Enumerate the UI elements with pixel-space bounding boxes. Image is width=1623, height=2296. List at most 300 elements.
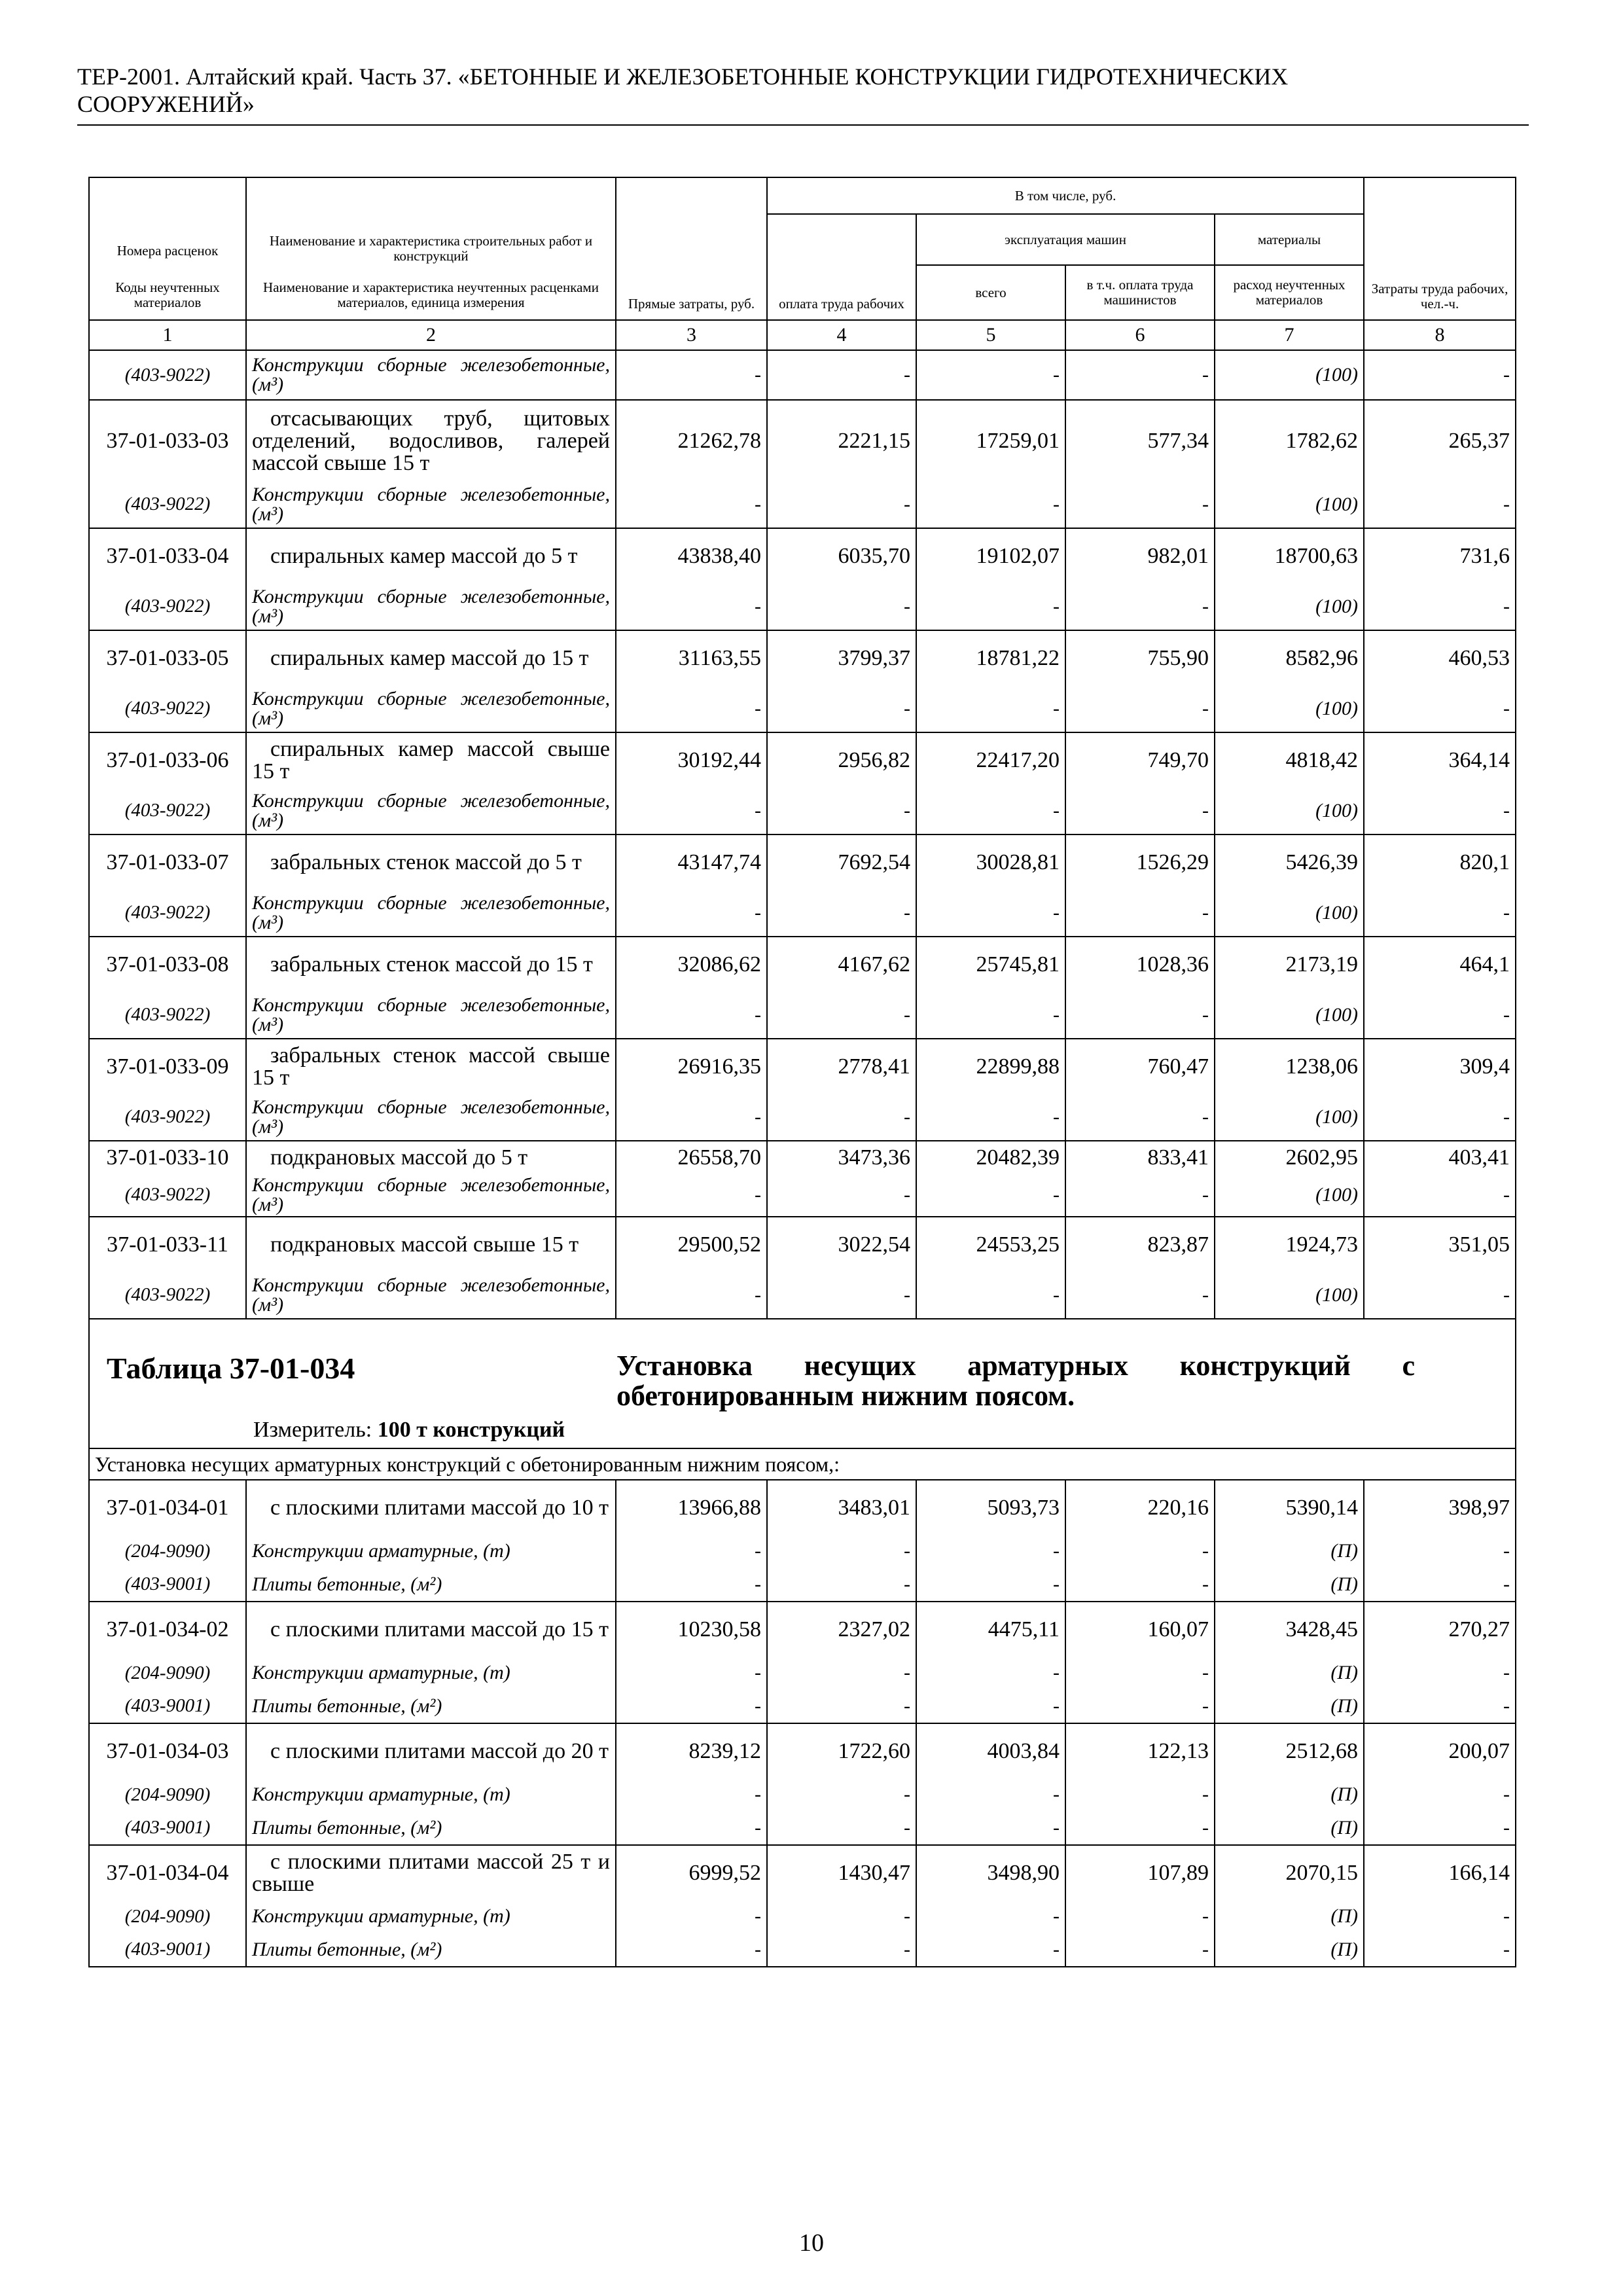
material-code: (403-9022): [89, 1272, 246, 1319]
material-value-cell: -: [916, 1568, 1065, 1602]
material-value-cell: -: [1065, 992, 1215, 1039]
material-row: [89, 787, 1516, 834]
material-name: Конструкции сборные железобетонные, (м³): [246, 685, 616, 732]
material-value-cell: (П): [1215, 1535, 1364, 1568]
value-cell: 4167,62: [767, 937, 916, 992]
material-value-cell: -: [1364, 1535, 1516, 1568]
material-value-cell: -: [1065, 1094, 1215, 1141]
material-value-cell: -: [1065, 1933, 1215, 1967]
value-cell: 6035,70: [767, 528, 916, 583]
rate-name: спиральных камер массой свыше 15 т: [246, 732, 616, 787]
material-name: Конструкции сборные железобетонные, (м³): [246, 583, 616, 630]
material-code: (204-9090): [89, 1900, 246, 1933]
material-value-cell: (П): [1215, 1933, 1364, 1967]
value-cell: 2173,19: [1215, 937, 1364, 992]
value-cell: 2512,68: [1215, 1723, 1364, 1778]
page-number: 10: [799, 2229, 824, 2257]
material-value-cell: -: [616, 1657, 767, 1689]
value-cell: 1238,06: [1215, 1039, 1364, 1094]
material-value-cell: -: [916, 1689, 1065, 1723]
value-cell: 577,34: [1065, 400, 1215, 481]
material-value-cell: -: [1364, 1657, 1516, 1689]
material-value-cell: -: [916, 1272, 1065, 1319]
material-value-cell: (П): [1215, 1900, 1364, 1933]
value-cell: 5390,14: [1215, 1480, 1364, 1535]
material-value-cell: -: [767, 889, 916, 937]
value-cell: 26916,35: [616, 1039, 767, 1094]
value-cell: 351,05: [1364, 1217, 1516, 1272]
value-cell: 820,1: [1364, 834, 1516, 889]
material-value-cell: (100): [1215, 350, 1364, 400]
material-name: Конструкции арматурные, (т): [246, 1900, 616, 1933]
material-code: (403-9022): [89, 787, 246, 834]
value-cell: 8239,12: [616, 1723, 767, 1778]
material-value-cell: -: [1364, 889, 1516, 937]
material-row: [89, 1535, 1516, 1568]
material-value-cell: -: [916, 1900, 1065, 1933]
material-value-cell: (100): [1215, 787, 1364, 834]
material-code: (403-9022): [89, 992, 246, 1039]
value-cell: 1782,62: [1215, 400, 1364, 481]
material-value-cell: -: [1065, 1778, 1215, 1811]
material-value-cell: -: [916, 481, 1065, 528]
value-cell: 19102,07: [916, 528, 1065, 583]
material-code: (403-9022): [89, 1094, 246, 1141]
rate-code: 37-01-034-04: [89, 1845, 246, 1900]
material-value-cell: -: [767, 1811, 916, 1845]
value-cell: 2956,82: [767, 732, 916, 787]
material-row: [89, 889, 1516, 937]
value-cell: 731,6: [1364, 528, 1516, 583]
material-value-cell: -: [616, 992, 767, 1039]
value-cell: 749,70: [1065, 732, 1215, 787]
material-code: (403-9022): [89, 481, 246, 528]
header-machines: эксплуатация машин: [916, 214, 1215, 265]
column-number: 7: [1215, 320, 1364, 350]
material-value-cell: -: [1364, 1272, 1516, 1319]
value-cell: 220,16: [1065, 1480, 1215, 1535]
material-value-cell: -: [916, 889, 1065, 937]
document-header: [77, 63, 1529, 118]
material-value-cell: -: [616, 583, 767, 630]
material-value-cell: -: [916, 350, 1065, 400]
value-cell: 32086,62: [616, 937, 767, 992]
material-value-cell: (100): [1215, 1174, 1364, 1217]
material-value-cell: -: [916, 685, 1065, 732]
table-body: [89, 350, 1516, 1967]
material-row: [89, 1657, 1516, 1689]
table-code: Таблица 37-01-034: [107, 1352, 355, 1385]
material-row: [89, 1689, 1516, 1723]
value-cell: 5093,73: [916, 1480, 1065, 1535]
rate-code: 37-01-033-09: [89, 1039, 246, 1094]
rate-code: 37-01-033-05: [89, 630, 246, 685]
material-value-cell: -: [916, 787, 1065, 834]
table-unit: [253, 1418, 565, 1443]
material-value-cell: -: [616, 1900, 767, 1933]
table-title: Установка несущих арматурных конструкций с обетонированным нижним поясом.: [616, 1350, 1415, 1412]
value-cell: 18781,22: [916, 630, 1065, 685]
material-name: Плиты бетонные, (м²): [246, 1568, 616, 1602]
material-value-cell: -: [1364, 992, 1516, 1039]
material-value-cell: -: [1065, 1900, 1215, 1933]
column-numbers-row: [89, 320, 1516, 350]
material-value-cell: -: [616, 350, 767, 400]
value-cell: 18700,63: [1215, 528, 1364, 583]
column-number: 6: [1065, 320, 1215, 350]
unit-value: 100 т конструкций: [377, 1418, 565, 1442]
material-value-cell: -: [1364, 1778, 1516, 1811]
rate-name: отсасывающих труб, щитовых отделений, водосливов, галерей массой свыше 15 т: [246, 400, 616, 481]
material-code: (204-9090): [89, 1657, 246, 1689]
value-cell: 1430,47: [767, 1845, 916, 1900]
header-rule: [77, 124, 1529, 126]
material-name: Конструкции сборные железобетонные, (м³): [246, 481, 616, 528]
material-value-cell: (П): [1215, 1689, 1364, 1723]
rate-code: 37-01-033-07: [89, 834, 246, 889]
value-cell: 403,41: [1364, 1141, 1516, 1174]
material-value-cell: (П): [1215, 1811, 1364, 1845]
material-row: [89, 350, 1516, 400]
material-value-cell: -: [767, 481, 916, 528]
material-value-cell: -: [767, 1094, 916, 1141]
value-cell: 464,1: [1364, 937, 1516, 992]
value-cell: 122,13: [1065, 1723, 1215, 1778]
value-cell: 364,14: [1364, 732, 1516, 787]
material-value-cell: -: [616, 1811, 767, 1845]
value-cell: 460,53: [1364, 630, 1516, 685]
rate-row: [89, 732, 1516, 787]
value-cell: 1028,36: [1065, 937, 1215, 992]
value-cell: 166,14: [1364, 1845, 1516, 1900]
material-value-cell: -: [616, 1568, 767, 1602]
material-name: Плиты бетонные, (м²): [246, 1811, 616, 1845]
material-value-cell: -: [616, 1933, 767, 1967]
material-value-cell: -: [916, 1811, 1065, 1845]
material-row: [89, 1811, 1516, 1845]
material-value-cell: (100): [1215, 583, 1364, 630]
value-cell: 2602,95: [1215, 1141, 1364, 1174]
material-value-cell: -: [916, 583, 1065, 630]
material-value-cell: -: [616, 685, 767, 732]
material-row: [89, 1094, 1516, 1141]
value-cell: 270,27: [1364, 1602, 1516, 1657]
header-machines-total: всего: [916, 265, 1065, 320]
material-value-cell: -: [1065, 1174, 1215, 1217]
header-direct-costs: Прямые затраты, руб.: [616, 177, 767, 320]
material-value-cell: -: [616, 1689, 767, 1723]
material-name: Конструкции сборные железобетонные, (м³): [246, 787, 616, 834]
value-cell: 200,07: [1364, 1723, 1516, 1778]
material-value-cell: -: [767, 1933, 916, 1967]
material-value-cell: -: [1364, 685, 1516, 732]
material-value-cell: -: [767, 1568, 916, 1602]
material-value-cell: -: [916, 1094, 1065, 1141]
header-labor-costs: Затраты труда рабочих, чел.-ч.: [1364, 177, 1516, 320]
value-cell: 3799,37: [767, 630, 916, 685]
material-value-cell: -: [1065, 481, 1215, 528]
value-cell: 823,87: [1065, 1217, 1215, 1272]
material-value-cell: (П): [1215, 1778, 1364, 1811]
material-name: Конструкции сборные железобетонные, (м³): [246, 889, 616, 937]
material-value-cell: -: [616, 1535, 767, 1568]
value-cell: 2070,15: [1215, 1845, 1364, 1900]
material-row: [89, 583, 1516, 630]
value-cell: 760,47: [1065, 1039, 1215, 1094]
rate-code: 37-01-033-08: [89, 937, 246, 992]
value-cell: 21262,78: [616, 400, 767, 481]
material-value-cell: -: [1364, 1900, 1516, 1933]
material-value-cell: -: [1065, 583, 1215, 630]
value-cell: 4818,42: [1215, 732, 1364, 787]
value-cell: 4475,11: [916, 1602, 1065, 1657]
value-cell: 1526,29: [1065, 834, 1215, 889]
rate-name: забральных стенок массой свыше 15 т: [246, 1039, 616, 1094]
value-cell: 1722,60: [767, 1723, 916, 1778]
header-work-name: Наименование и характеристика строительных работ и конструкций: [246, 177, 616, 270]
material-code: (403-9022): [89, 350, 246, 400]
value-cell: 982,01: [1065, 528, 1215, 583]
material-value-cell: (100): [1215, 685, 1364, 732]
material-value-cell: -: [767, 1535, 916, 1568]
material-value-cell: -: [1364, 1933, 1516, 1967]
material-value-cell: -: [616, 889, 767, 937]
material-value-cell: -: [767, 1900, 916, 1933]
unit-label: Измеритель:: [253, 1418, 372, 1442]
column-number: 4: [767, 320, 916, 350]
rate-code: 37-01-034-03: [89, 1723, 246, 1778]
value-cell: 3022,54: [767, 1217, 916, 1272]
value-cell: 25745,81: [916, 937, 1065, 992]
material-value-cell: (100): [1215, 889, 1364, 937]
rate-name: с плоскими плитами массой до 20 т: [246, 1723, 616, 1778]
material-value-cell: -: [1065, 1811, 1215, 1845]
material-value-cell: -: [1065, 1272, 1215, 1319]
material-value-cell: -: [1364, 1094, 1516, 1141]
value-cell: 43838,40: [616, 528, 767, 583]
material-value-cell: -: [1065, 787, 1215, 834]
material-value-cell: -: [1065, 889, 1215, 937]
value-cell: 2778,41: [767, 1039, 916, 1094]
material-value-cell: -: [616, 1778, 767, 1811]
material-name: Конструкции сборные железобетонные, (м³): [246, 992, 616, 1039]
value-cell: 833,41: [1065, 1141, 1215, 1174]
value-cell: 6999,52: [616, 1845, 767, 1900]
rate-row: [89, 1217, 1516, 1272]
material-value-cell: -: [916, 1657, 1065, 1689]
material-value-cell: -: [916, 1535, 1065, 1568]
rate-code: 37-01-033-03: [89, 400, 246, 481]
header-material-codes: Коды неучтенных материалов: [89, 270, 246, 320]
material-name: Конструкции сборные железобетонные, (м³): [246, 1174, 616, 1217]
rate-name: забральных стенок массой до 5 т: [246, 834, 616, 889]
material-value-cell: -: [1364, 787, 1516, 834]
column-number: 5: [916, 320, 1065, 350]
header-rate-numbers: Номера расценок: [89, 177, 246, 270]
material-row: [89, 1778, 1516, 1811]
material-name: Плиты бетонные, (м²): [246, 1689, 616, 1723]
material-row: [89, 1933, 1516, 1967]
material-value-cell: -: [1065, 1657, 1215, 1689]
material-value-cell: -: [767, 992, 916, 1039]
rate-name: подкрановых массой свыше 15 т: [246, 1217, 616, 1272]
rate-code: 37-01-033-04: [89, 528, 246, 583]
rate-code: 37-01-034-01: [89, 1480, 246, 1535]
header-unaccounted-materials: расход неучтенных материалов: [1215, 265, 1364, 320]
material-value-cell: -: [767, 1778, 916, 1811]
material-row: [89, 992, 1516, 1039]
material-value-cell: -: [767, 685, 916, 732]
value-cell: 3473,36: [767, 1141, 916, 1174]
rate-row: [89, 528, 1516, 583]
rate-code: 37-01-034-02: [89, 1602, 246, 1657]
header-line-1: ТЕР-2001. Алтайский край. Часть 37. «БЕТОННЫЕ И ЖЕЛЕЗОБЕТОННЫЕ КОНСТРУКЦИИ ГИДРОТЕХНИЧЕСКИХ: [77, 63, 1289, 90]
rate-name: с плоскими плитами массой 25 т и свыше: [246, 1845, 616, 1900]
material-name: Плиты бетонные, (м²): [246, 1933, 616, 1967]
rates-table: [88, 177, 1516, 1967]
value-cell: 2221,15: [767, 400, 916, 481]
material-name: Конструкции сборные железобетонные, (м³): [246, 1094, 616, 1141]
material-value-cell: -: [916, 1778, 1065, 1811]
value-cell: 22899,88: [916, 1039, 1065, 1094]
rate-code: 37-01-033-10: [89, 1141, 246, 1174]
section-title: Установка несущих арматурных конструкций с обетонированным нижним поясом,:: [89, 1448, 1516, 1480]
material-value-cell: -: [916, 992, 1065, 1039]
column-number: 3: [616, 320, 767, 350]
material-value-cell: -: [616, 787, 767, 834]
material-value-cell: -: [1364, 350, 1516, 400]
rate-code: 37-01-033-06: [89, 732, 246, 787]
rate-row: [89, 400, 1516, 481]
rate-name: спиральных камер массой до 5 т: [246, 528, 616, 583]
material-value-cell: -: [616, 481, 767, 528]
material-value-cell: -: [1065, 1689, 1215, 1723]
material-value-cell: -: [616, 1174, 767, 1217]
rate-row: [89, 1723, 1516, 1778]
material-value-cell: -: [1065, 350, 1215, 400]
material-code: (403-9022): [89, 889, 246, 937]
rate-name: забральных стенок массой до 15 т: [246, 937, 616, 992]
value-cell: 265,37: [1364, 400, 1516, 481]
material-row: [89, 1174, 1516, 1217]
rate-name: с плоскими плитами массой до 10 т: [246, 1480, 616, 1535]
value-cell: 2327,02: [767, 1602, 916, 1657]
header-including: В том числе, руб.: [767, 177, 1364, 214]
material-value-cell: -: [916, 1933, 1065, 1967]
material-value-cell: -: [1364, 1174, 1516, 1217]
rate-row: [89, 834, 1516, 889]
material-value-cell: (П): [1215, 1657, 1364, 1689]
material-value-cell: -: [1364, 481, 1516, 528]
material-value-cell: -: [1065, 1535, 1215, 1568]
header-material-name: Наименование и характеристика неучтенных расценками материалов, единица измерения: [246, 270, 616, 320]
material-value-cell: -: [1364, 1811, 1516, 1845]
material-value-cell: -: [767, 787, 916, 834]
value-cell: 107,89: [1065, 1845, 1215, 1900]
value-cell: 1924,73: [1215, 1217, 1364, 1272]
material-row: [89, 481, 1516, 528]
material-name: Конструкции арматурные, (т): [246, 1657, 616, 1689]
material-name: Конструкции арматурные, (т): [246, 1535, 616, 1568]
material-code: (403-9001): [89, 1933, 246, 1967]
material-code: (403-9001): [89, 1811, 246, 1845]
material-value-cell: (100): [1215, 1272, 1364, 1319]
value-cell: 3498,90: [916, 1845, 1065, 1900]
table-title-block: [89, 1319, 1516, 1448]
header-labor-pay: оплата труда рабочих: [767, 214, 916, 320]
value-cell: 8582,96: [1215, 630, 1364, 685]
value-cell: 160,07: [1065, 1602, 1215, 1657]
section-row: [89, 1448, 1516, 1480]
rate-code: 37-01-033-11: [89, 1217, 246, 1272]
material-value-cell: (100): [1215, 481, 1364, 528]
material-code: (204-9090): [89, 1778, 246, 1811]
material-code: (403-9001): [89, 1689, 246, 1723]
value-cell: 10230,58: [616, 1602, 767, 1657]
material-row: [89, 685, 1516, 732]
rate-row: [89, 1039, 1516, 1094]
material-row: [89, 1900, 1516, 1933]
header-materials: материалы: [1215, 214, 1364, 265]
value-cell: 3483,01: [767, 1480, 916, 1535]
material-value-cell: -: [1364, 1689, 1516, 1723]
rate-name: спиральных камер массой до 15 т: [246, 630, 616, 685]
column-number: 8: [1364, 320, 1516, 350]
material-value-cell: (100): [1215, 1094, 1364, 1141]
value-cell: 31163,55: [616, 630, 767, 685]
column-number: 1: [89, 320, 246, 350]
value-cell: 26558,70: [616, 1141, 767, 1174]
value-cell: 24553,25: [916, 1217, 1065, 1272]
header-machinists-pay: в т.ч. оплата труда машинистов: [1065, 265, 1215, 320]
material-code: (403-9022): [89, 685, 246, 732]
material-code: (403-9022): [89, 583, 246, 630]
material-value-cell: -: [767, 1657, 916, 1689]
material-value-cell: -: [916, 1174, 1065, 1217]
rate-row: [89, 630, 1516, 685]
material-code: (204-9090): [89, 1535, 246, 1568]
material-value-cell: -: [767, 350, 916, 400]
value-cell: 3428,45: [1215, 1602, 1364, 1657]
value-cell: 43147,74: [616, 834, 767, 889]
material-value-cell: -: [1364, 1568, 1516, 1602]
material-value-cell: -: [767, 1174, 916, 1217]
material-name: Конструкции сборные железобетонные, (м³): [246, 350, 616, 400]
value-cell: 13966,88: [616, 1480, 767, 1535]
material-name: Конструкции сборные железобетонные, (м³): [246, 1272, 616, 1319]
header-line-2: СООРУЖЕНИЙ»: [77, 91, 255, 117]
material-name: Конструкции арматурные, (т): [246, 1778, 616, 1811]
material-value-cell: -: [1065, 1568, 1215, 1602]
value-cell: 5426,39: [1215, 834, 1364, 889]
material-value-cell: (100): [1215, 992, 1364, 1039]
value-cell: 22417,20: [916, 732, 1065, 787]
value-cell: 4003,84: [916, 1723, 1065, 1778]
material-code: (403-9001): [89, 1568, 246, 1602]
material-value-cell: -: [1364, 583, 1516, 630]
value-cell: 29500,52: [616, 1217, 767, 1272]
rate-name: подкрановых массой до 5 т: [246, 1141, 616, 1174]
table-title-row: [89, 1319, 1516, 1448]
value-cell: 17259,01: [916, 400, 1065, 481]
material-value-cell: (П): [1215, 1568, 1364, 1602]
value-cell: 30028,81: [916, 834, 1065, 889]
rate-row: [89, 1141, 1516, 1174]
material-value-cell: -: [767, 1689, 916, 1723]
material-value-cell: -: [616, 1094, 767, 1141]
material-row: [89, 1272, 1516, 1319]
material-row: [89, 1568, 1516, 1602]
